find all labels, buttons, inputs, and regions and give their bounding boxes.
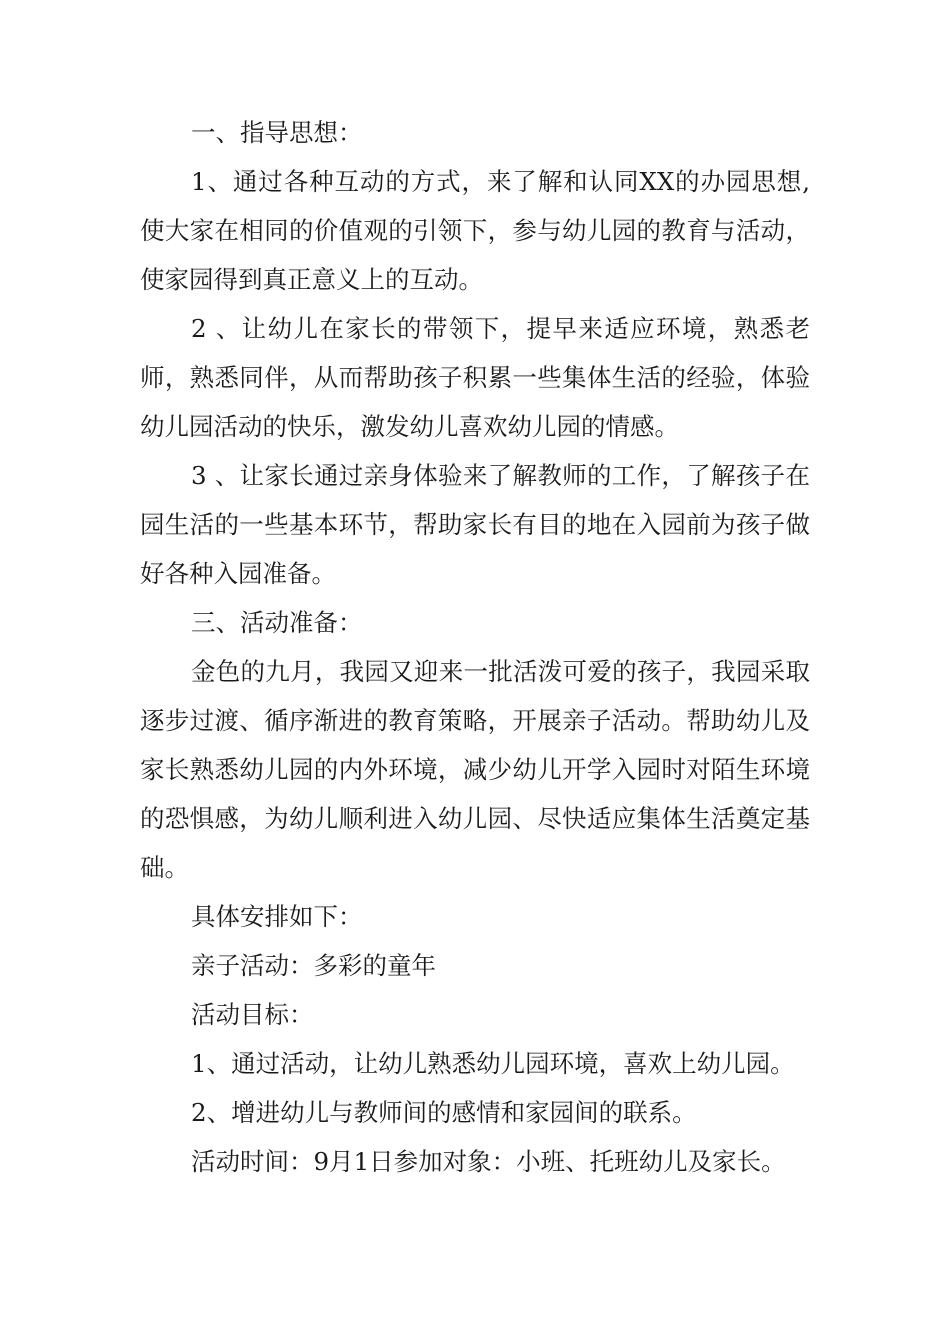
goals-heading: 活动目标： [191, 1000, 314, 1029]
document-body [140, 108, 810, 1186]
activity-time-participants: 活动时间：9月1日参加对象：小班、托班幼儿及家长。 [191, 1147, 786, 1176]
goal-item-2: 2、增进幼儿与教师间的感情和家园间的联系。 [191, 1098, 697, 1127]
arrangement-intro: 具体安排如下： [191, 902, 363, 931]
paragraph-item-1: 1、通过各种互动的方式，来了解和认同XX的办园思想,使大家在相同的价值观的引领下，参与幼儿园的教育与活动，使家园得到真正意义上的互动。 [140, 167, 810, 294]
heading-activity-preparation: 三、活动准备： [191, 608, 363, 637]
paragraph-item-3: 3 、让家长通过亲身体验来了解教师的工作，了解孩子在园生活的一些基本环节，帮助家长有目的地在入园前为孩子做好各种入园准备。 [140, 461, 810, 588]
paragraph-item-2: 2 、让幼儿在家长的带领下，提早来适应环境，熟悉老师，熟悉同伴，从而帮助孩子积累一些集体生活的经验，体验幼儿园活动的快乐，激发幼儿喜欢幼儿园的情感。 [140, 314, 810, 441]
activity-name: 亲子活动：多彩的童年 [191, 951, 436, 980]
paragraph-preparation: 金色的九月，我园又迎来一批活泼可爱的孩子，我园采取逐步过渡、循序渐进的教育策略，开展亲子活动。帮助幼儿及家长熟悉幼儿园的内外环境，减少幼儿开学入园时对陌生环境的恐惧感，为幼儿顺利进入幼儿园、尽快适应集体生活奠定基础。 [140, 657, 810, 882]
goal-item-1: 1、通过活动，让幼儿熟悉幼儿园环境，喜欢上幼儿园。 [191, 1049, 795, 1078]
heading-guiding-ideology: 一、指导思想： [191, 118, 363, 147]
